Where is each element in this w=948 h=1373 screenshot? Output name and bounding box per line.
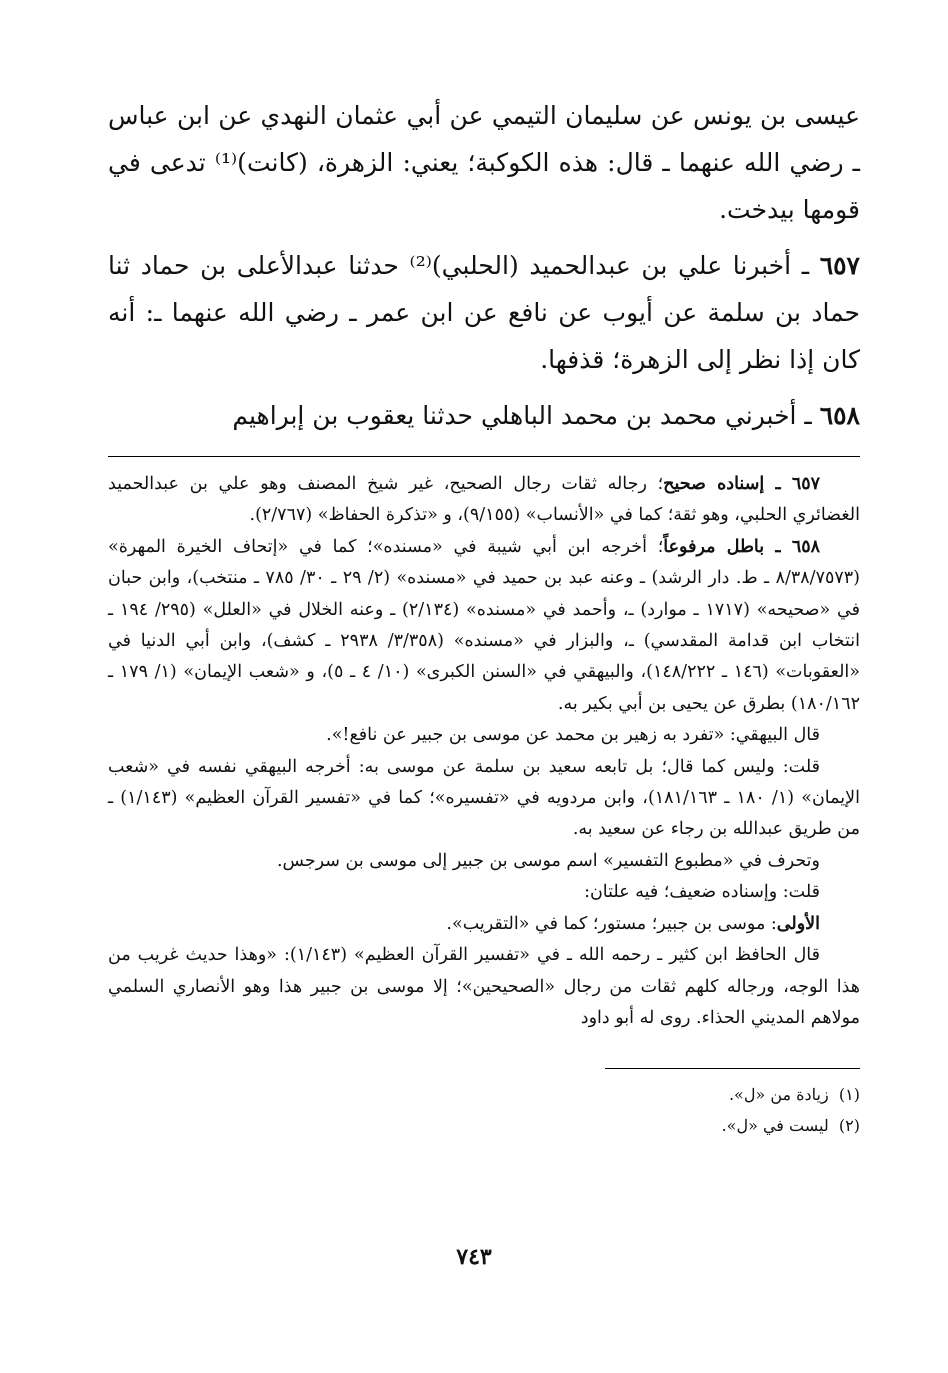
note-text: ؛ أخرجه ابن أبي شيبة في «مسنده»؛ كما في «إتحاف الخيرة المهرة» (٨/٣٨/٧٥٧٣ ـ ط. دار الرشد) ـ وعنه عبد بن حميد في «مسنده» (٢/ ٢٩ ـ ٣٠/ ٧٨٥ ـ منتخب)، وابن حبان في «صحيحه» (١٧١٧ ـ موارد) ـ، وأحمد في «مسنده» (٢/١٣٤) ـ وعنه الخلال في «العلل» (٢٩٥/ ١٩٤ ـ انتخاب ابن قدامة المقدسي) ـ، والبزار في «مسنده» (٣/٣٥٨/ ٢٩٣٨ ـ كشف)، وابن أبي الدنيا في «العقوبات» (١٤٦ ـ ١٤٨/٢٢٢)، والبيهقي في «السنن الكبرى» (١٠/ ٤ ـ ٥)، و «شعب الإيمان» (١/ ١٧٩ ـ ١٨٠/١٦٢) بطرق عن يحيى بن أبي بكير به. [108,536,860,714]
footnotes [108,1079,860,1141]
note-first-reason [108,909,860,940]
note-qultu: قلت: وليس كما قال؛ بل تابعه سعيد بن سلمة عن موسى به: أخرجه البيهقي نفسه في «شعب الإيمان» (١/ ١٨٠ ـ ١٨١/١٦٣)، وابن مردويه في «تفسيره»؛ كما في «تفسير القرآن العظيم» (١/١٤٣) ـ من طريق عبدالله بن رجاء عن سعيد به. [108,756,860,840]
note-657 [108,469,860,532]
paragraph-continuation [108,92,860,233]
paragraph-text: ـ أخبرني محمد بن محمد الباهلي حدثنا يعقوب بن إبراهيم [232,401,820,430]
note-text: ؛ رجاله ثقات رجال الصحيح، غير شيخ المصنف وهو علي بن عبدالحميد الغضائري الحلبي، وهو ثقة؛ كما في «الأنساب» (٩/١٥٥)، و «تذكرة الحفاظ» (٢/٧٦٧). [108,474,860,526]
footnote-text: ليست في «ل». [721,1116,829,1136]
page-number: ٧٤٣ [456,1244,492,1270]
paragraph-text: ـ أخبرنا علي بن عبدالحميد (الحلبي)⁽²⁾ حدثنا عبدالأعلى بن حماد ثنا حماد بن سلمة عن أيوب عن نافع عن ابن عمر ـ رضي الله عنهما ـ: أنه كان إذا نظر إلى الزهرة؛ قذفها. [108,251,860,374]
note-isnad: قلت: وإسناده ضعيف؛ فيه علتان: [584,882,820,903]
page-body [108,92,860,1141]
paragraph-657 [108,242,860,383]
footnote-1 [108,1079,860,1110]
commentary-notes [108,469,860,1034]
note-tahrif: وتحرف في «مطبوع التفسير» اسم موسى بن جبير إلى موسى بن سرجس. [276,850,820,871]
note-bayhaqi: قال البيهقي: «تفرد به زهير بن محمد عن موسى بن جبير عن نافع!». [326,725,820,746]
note-heading: ٦٥٨ ـ باطل مرفوعاً [663,536,821,557]
notes-divider [108,456,860,457]
note-heading: الأولى [776,913,820,934]
hadith-number: ٦٥٧ [819,251,860,280]
paragraph-658 [108,392,860,439]
note-text: : موسى بن جبير؛ مستور؛ كما في «التقريب». [446,913,777,934]
main-text [108,92,860,439]
footnotes-divider [605,1068,860,1069]
note-heading: ٦٥٧ ـ إسناده صحيح [663,474,821,494]
footnote-2 [108,1110,860,1141]
note-658 [108,532,860,720]
footnote-text: زيادة من «ل». [728,1085,829,1105]
note-ibn-kathir: قال الحافظ ابن كثير ـ رحمه الله ـ في «تفسير القرآن العظيم» (١/١٤٣): «وهذا حديث غريب من هذا الوجه، ورجاله كلهم ثقات من رجال «الصحيحين»؛ إلا موسى بن جبير هذا وهو الأنصاري السلمي مولاهم المديني الحذاء. روى له أبو داود [108,945,860,1028]
hadith-number: ٦٥٨ [819,401,860,430]
footnote-number: (٢) [838,1116,860,1136]
paragraph-text: عيسى بن يونس عن سليمان التيمي عن أبي عثمان النهدي عن ابن عباس ـ رضي الله عنهما ـ قال: هذه الكوكبة؛ يعني: الزهرة، (كانت)⁽¹⁾ تدعى في قومها بيدخت. [108,101,860,224]
footnote-number: (١) [838,1085,860,1105]
